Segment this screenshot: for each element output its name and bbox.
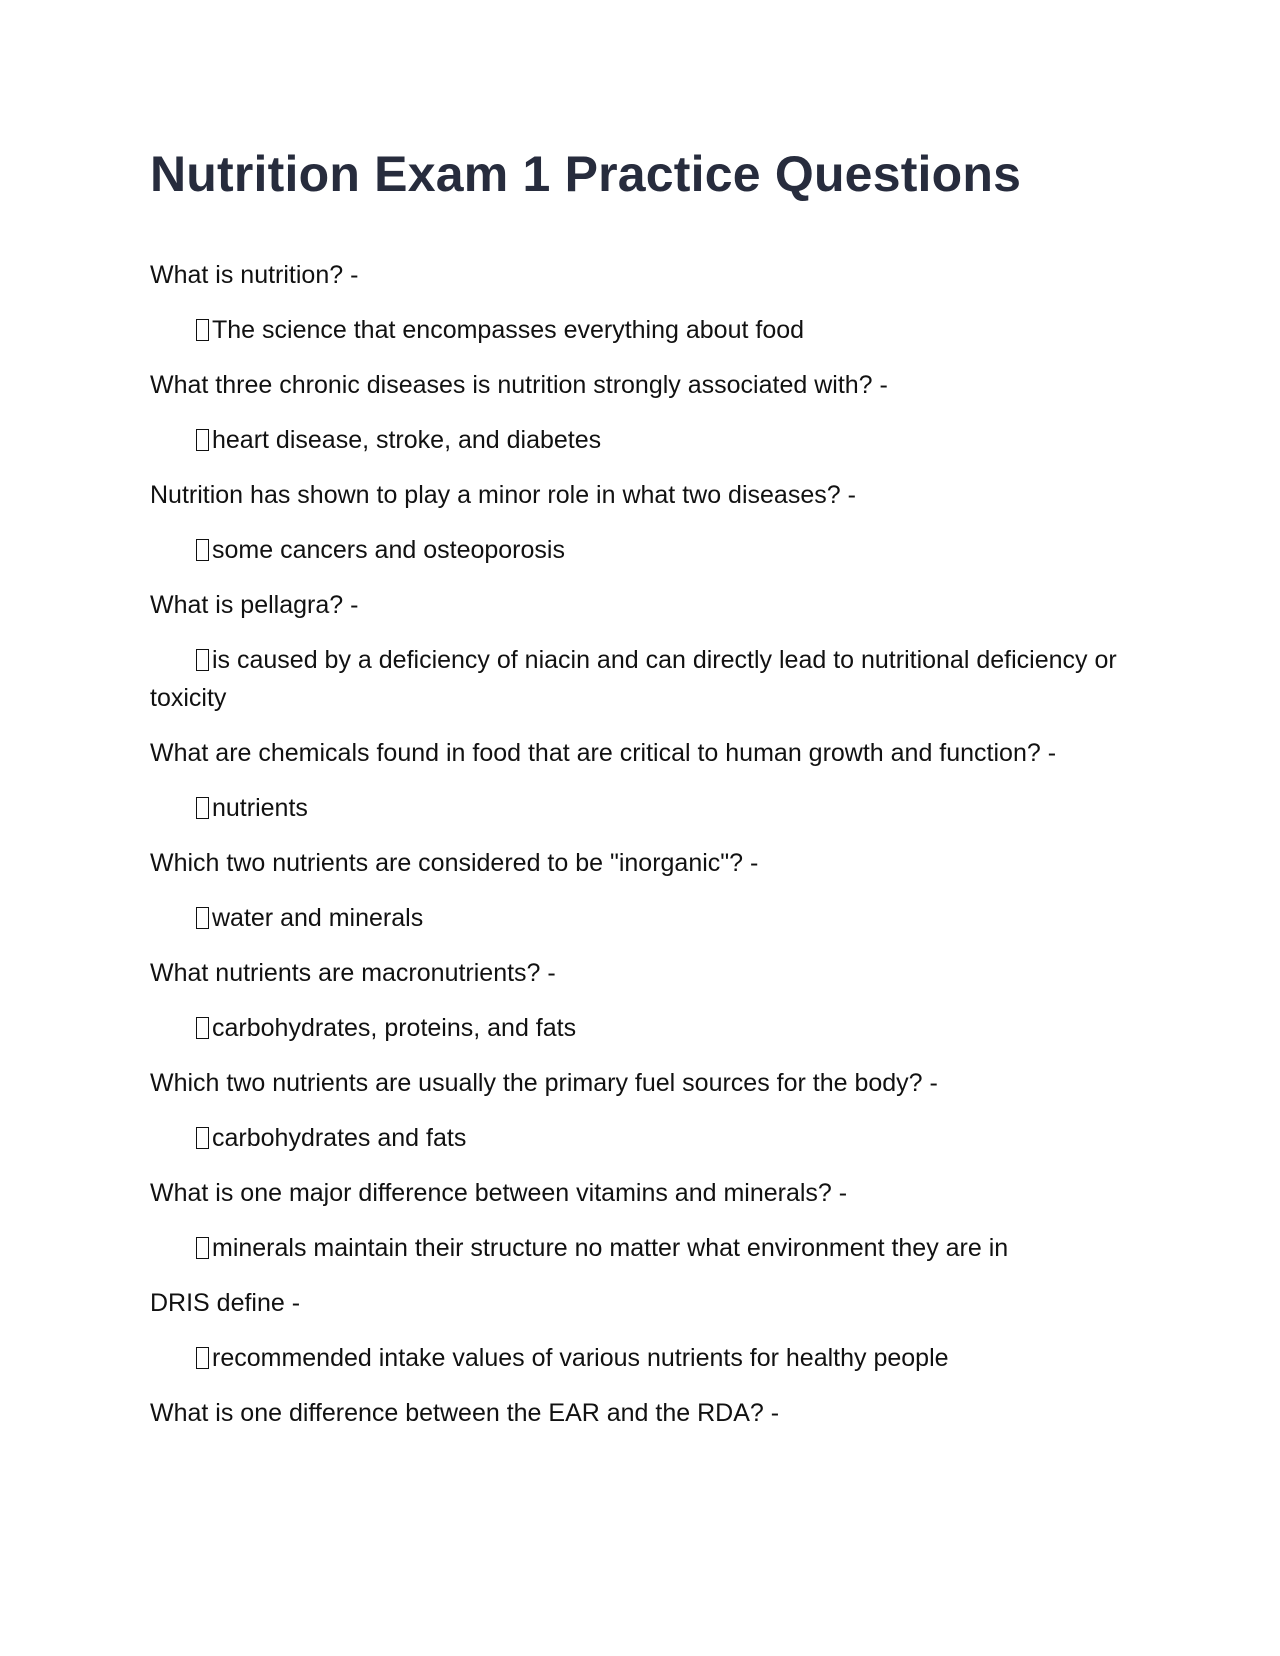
question-text: Which two nutrients are considered to be "inorganic"? - [150, 849, 759, 877]
checkbox-glyph-icon [196, 1127, 209, 1149]
answer-text [150, 311, 1130, 349]
answer-text [150, 531, 1130, 569]
question-text: Nutrition has shown to play a minor role in what two diseases? - [150, 481, 856, 509]
answer-text [150, 1339, 1130, 1377]
checkbox-glyph-icon [196, 539, 209, 561]
answer-label: water and minerals [212, 904, 424, 932]
checkbox-glyph-icon [196, 797, 209, 819]
answer-label: nutrients [212, 794, 308, 822]
answer-text [150, 421, 1130, 459]
question-text: What three chronic diseases is nutrition strongly associated with? - [150, 371, 888, 399]
answer-label: heart disease, stroke, and diabetes [212, 426, 602, 454]
answer-text [150, 789, 1130, 827]
question-text: What nutrients are macronutrients? - [150, 959, 556, 987]
answer-label: is caused by a deficiency of niacin and can directly lead to nutritional deficiency or toxicity [150, 646, 1117, 712]
question-text: What is nutrition? - [150, 261, 359, 289]
question-text: What are chemicals found in food that are critical to human growth and function? - [150, 739, 1057, 767]
question-text: What is one difference between the EAR and the RDA? - [150, 1399, 780, 1427]
document-page [150, 140, 1130, 1449]
checkbox-glyph-icon [196, 649, 209, 671]
question-text: What is pellagra? - [150, 591, 359, 619]
checkbox-glyph-icon [196, 907, 209, 929]
answer-text [150, 1229, 1130, 1267]
page-title: Nutrition Exam 1 Practice Questions [150, 146, 1022, 202]
answer-label: The science that encompasses everything about food [212, 316, 805, 344]
answer-text [150, 1009, 1130, 1047]
answer-text [150, 899, 1130, 937]
question-text: Which two nutrients are usually the primary fuel sources for the body? - [150, 1069, 938, 1097]
checkbox-glyph-icon [196, 1237, 209, 1259]
checkbox-glyph-icon [196, 429, 209, 451]
checkbox-glyph-icon [196, 1347, 209, 1369]
question-text: What is one major difference between vitamins and minerals? - [150, 1179, 848, 1207]
answer-label: carbohydrates and fats [212, 1124, 467, 1152]
answer-text [150, 1119, 1130, 1157]
checkbox-glyph-icon [196, 1017, 209, 1039]
checkbox-glyph-icon [196, 319, 209, 341]
answer-label: minerals maintain their structure no matter what environment they are in [212, 1234, 1009, 1262]
answer-label: carbohydrates, proteins, and fats [212, 1014, 577, 1042]
answer-label: some cancers and osteoporosis [212, 536, 565, 564]
answer-text [150, 641, 1130, 717]
question-text: DRIS define - [150, 1289, 301, 1317]
answer-label: recommended intake values of various nutrients for healthy people [212, 1344, 949, 1372]
qa-list [150, 256, 1130, 1432]
